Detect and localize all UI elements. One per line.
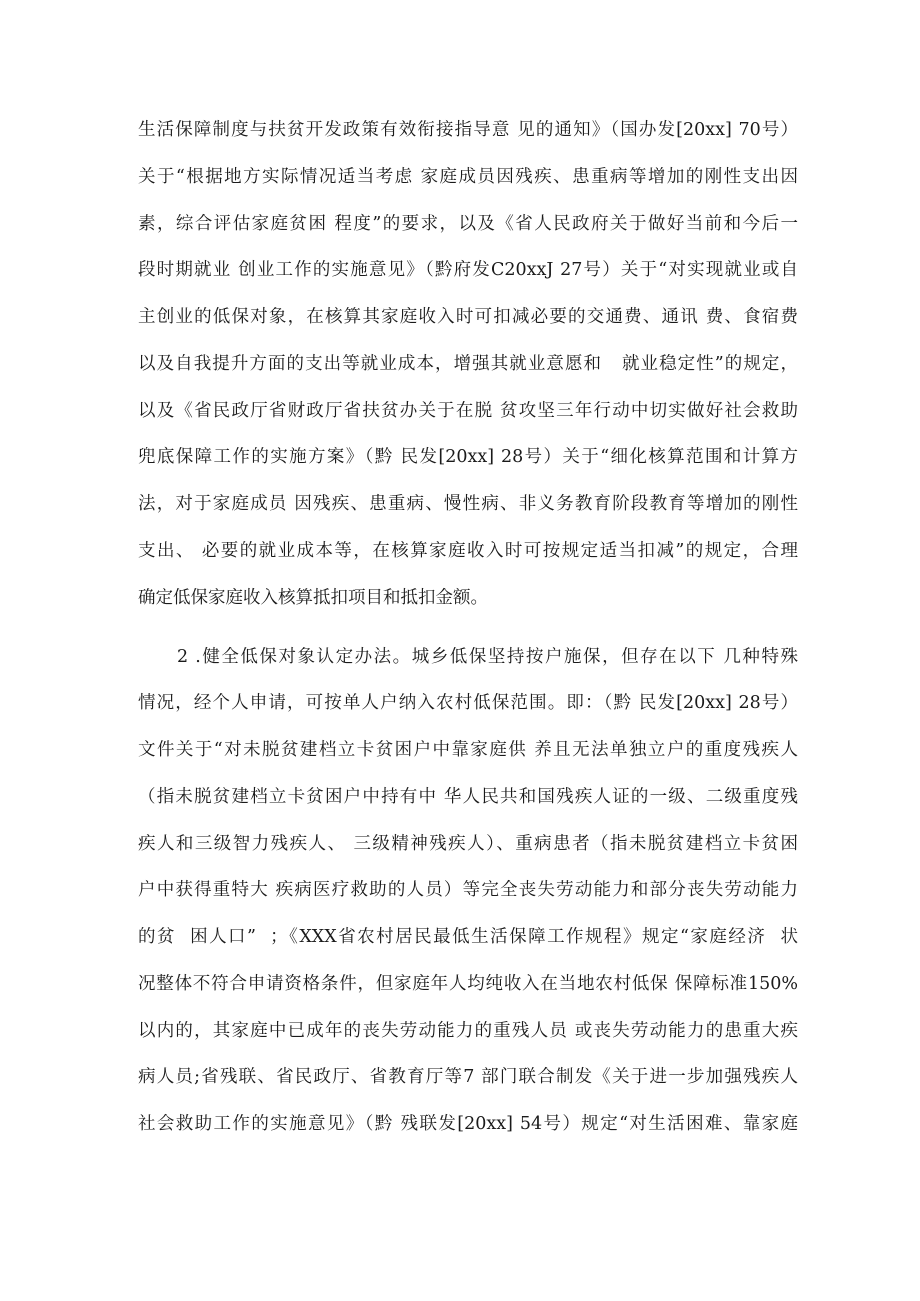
paragraph-1-line-5: 主创业的低保对象，在核算其家庭收入时可扣减必要的交通费、通讯 费、食宿费 [138,307,798,327]
paragraph-1-line-11: 确定低保家庭收入核算抵扣项目和抵扣金额。 [138,588,488,608]
paragraph-2-line-4: （指未脱贫建档立卡贫困户中持有中 华人民共和国残疾人证的一级、二级重度残 [138,787,798,807]
paragraph-2-line-11: 社会救助工作的实施意见》（黔 残联发[20xx] 54号）规定“对生活困难、靠家庭 [138,1114,798,1134]
paragraph-1-line-4: 段时期就业 创业工作的实施意见》（黔府发C20xxJ 27号）关于“对实现就业或自 [138,260,798,280]
paragraph-1-line-7: 以及《省民政厅省财政厅省扶贫办关于在脱 贫攻坚三年行动中切实做好社会救助 [138,401,798,421]
paragraph-2-line-5: 疾人和三级智力残疾人、 三级精神残疾人）、重病患者（指未脱贫建档立卡贫困 [138,834,798,854]
paragraph-1-line-9: 法，对于家庭成员 因残疾、患重病、慢性病、非义务教育阶段教育等增加的刚性 [138,494,798,514]
paragraph-2-line-7: 的贫 困人口” ；《XXX省农村居民最低生活保障工作规程》规定“家庭经济 状 [138,927,798,947]
paragraph-1-line-8: 兜底保障工作的实施方案》（黔 民发[20xx] 28号）关于“细化核算范围和计算方 [138,447,798,467]
paragraph-1-line-10: 支出、 必要的就业成本等，在核算家庭收入时可按规定适当扣减”的规定，合理 [138,541,798,561]
paragraph-2-line-3: 文件关于“对未脱贫建档立卡贫困户中靠家庭供 养且无法单独立户的重度残疾人 [138,740,798,760]
paragraph-2-line-1: 2 .健全低保对象认定办法。城乡低保坚持按户施保，但存在以下 几种特殊 [177,647,798,667]
paragraph-2-line-2: 情况，经个人申请，可按单人户纳入农村低保范围。即：（黔 民发[20xx] 28号） [138,693,798,713]
paragraph-1-line-3: 素，综合评估家庭贫困 程度”的要求，以及《省人民政府关于做好当前和今后一 [138,214,798,234]
paragraph-2-line-9: 以内的，其家庭中已成年的丧失劳动能力的重残人员 或丧失劳动能力的患重大疾 [138,1021,798,1041]
paragraph-1-line-6: 以及自我提升方面的支出等就业成本，增强其就业意愿和 就业稳定性”的规定， [138,354,798,374]
paragraph-2-line-6: 户中获得重特大 疾病医疗救助的人员）等完全丧失劳动能力和部分丧失劳动能力 [138,880,798,900]
paragraph-1-line-2: 关于“根据地方实际情况适当考虑 家庭成员因残疾、患重病等增加的刚性支出因 [138,167,798,187]
paragraph-1-line-1: 生活保障制度与扶贫开发政策有效衔接指导意 见的通知》（国办发[20xx] 70号） [138,120,798,140]
paragraph-2-line-10: 病人员;省残联、省民政厅、省教育厅等7 部门联合制发《关于进一步加强残疾人 [138,1067,798,1087]
paragraph-2-line-8: 况整体不符合申请资格条件，但家庭年人均纯收入在当地农村低保 保障标准150% [138,974,798,994]
